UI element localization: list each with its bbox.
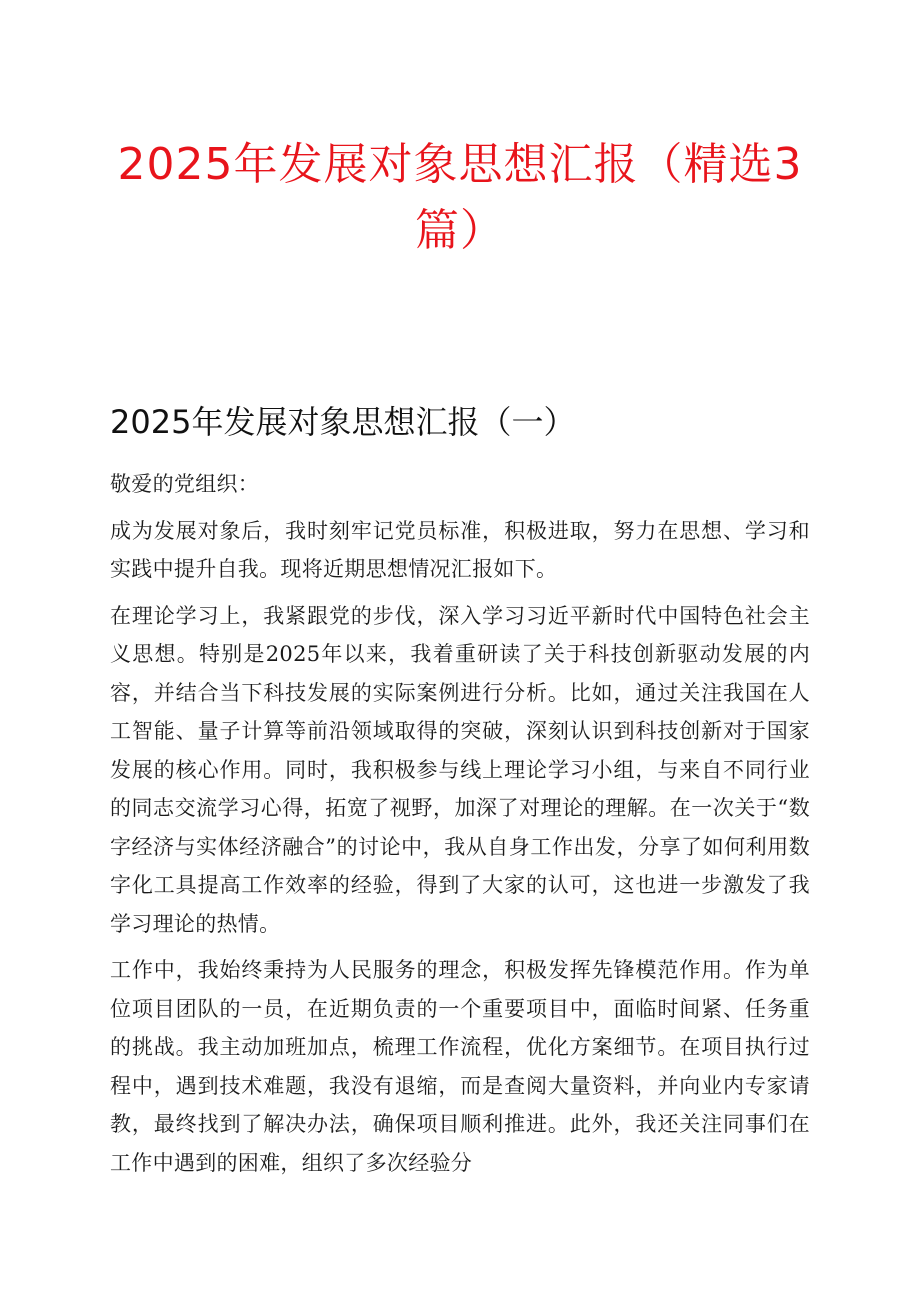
section-heading: 2025年发展对象思想汇报（一） — [110, 403, 576, 441]
paragraph-3: 工作中，我始终秉持为人民服务的理念，积极发挥先锋模范作用。作为单位项目团队的一员，在近期负责的一个重要项目中，面临时间紧、任务重的挑战。我主动加班加点，梳理工作流程，优化方案细节。在项目执行过程中，遇到技术难题，我没有退缩，而是查阅大量资料，并向业内专家请教，最终找到了解决办法，确保项目顺利推进。此外，我还关注同事们在工作中遇到的困难，组织了多次经验分 — [110, 958, 810, 1175]
paragraph-2: 在理论学习上，我紧跟党的步伐，深入学习习近平新时代中国特色社会主义思想。特别是2025年以来，我着重研读了关于科技创新驱动发展的内容，并结合当下科技发展的实际案例进行分析。比如，通过关注我国在人工智能、量子计算等前沿领域取得的突破，深刻认识到科技创新对于国家发展的核心作用。同时，我积极参与线上理论学习小组，与来自不同行业的同志交流学习心得，拓宽了视野，加深了对理论的理解。在一次关于“数字经济与实体经济融合”的讨论中，我从自身工作出发，分享了如何利用数字化工具提高工作效率的经验，得到了大家的认可，这也进一步激发了我学习理论的热情。 — [110, 603, 810, 936]
salutation: 敬爱的党组织： — [110, 472, 260, 496]
document-title: 2025年发展对象思想汇报（精选3篇） — [117, 139, 803, 256]
document-body — [110, 465, 810, 1190]
paragraph-1: 成为发展对象后，我时刻牢记党员标准，积极进取，努力在思想、学习和实践中提升自我。现将近期思想情况汇报如下。 — [110, 518, 810, 581]
